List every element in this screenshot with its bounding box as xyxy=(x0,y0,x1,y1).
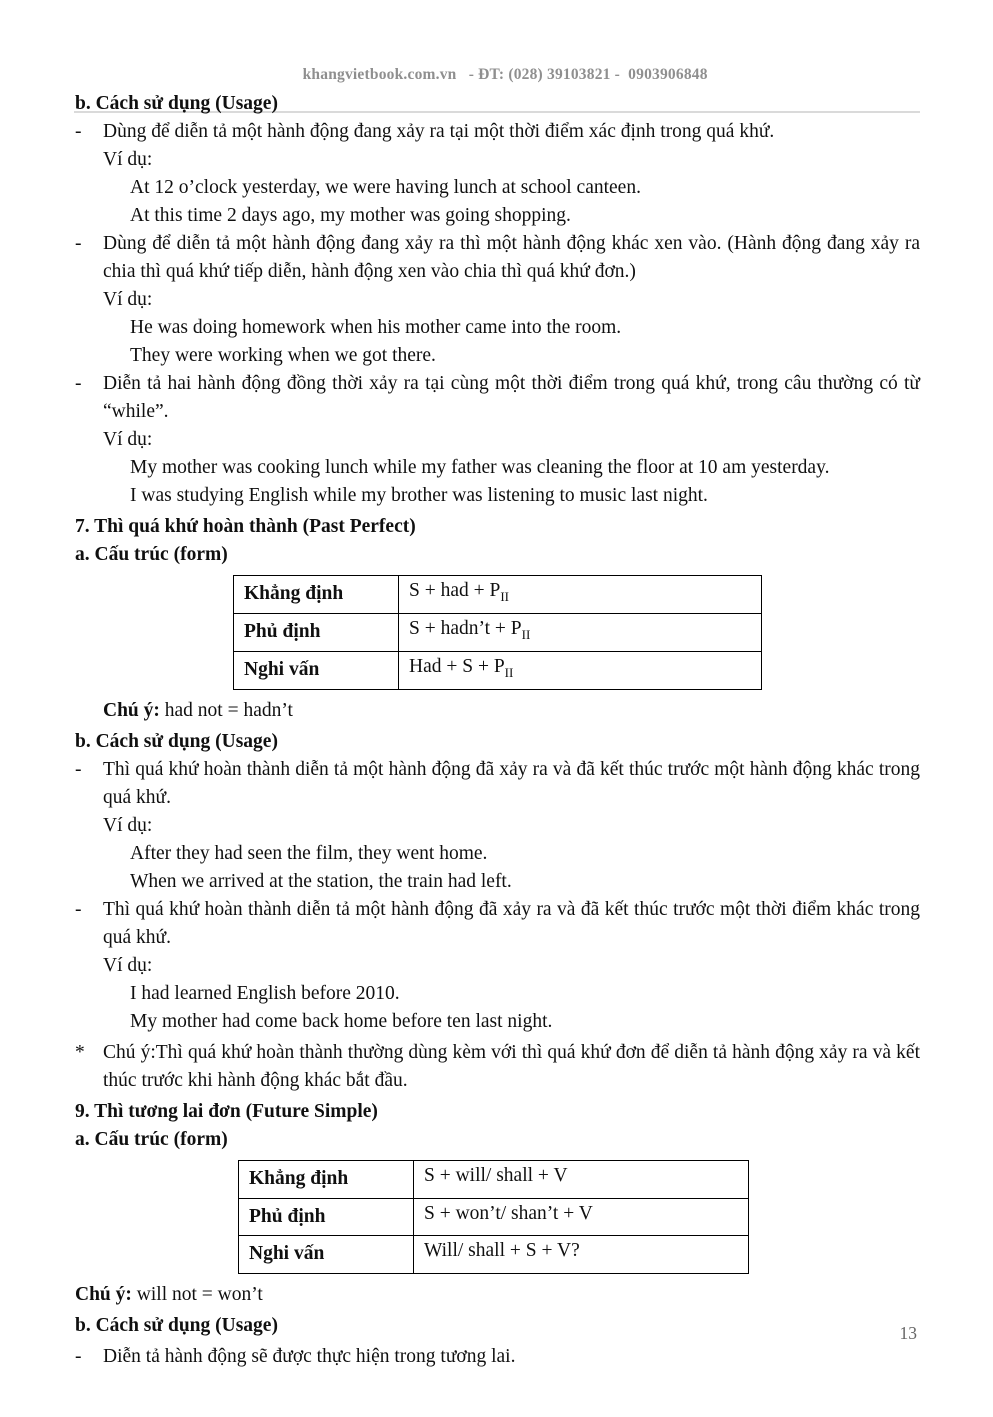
section-heading-past-perfect: 7. Thì quá khứ hoàn thành (Past Perfect) xyxy=(75,516,416,537)
bullet-dash: - xyxy=(75,373,82,394)
formula-text: Had + S + P xyxy=(409,655,505,677)
table-cell-formula xyxy=(414,1198,749,1236)
note-future-simple xyxy=(75,1281,920,1309)
section-heading-usage: b. Cách sử dụng (Usage) xyxy=(75,1315,278,1337)
example-sentence: After they had seen the film, they went home. xyxy=(130,842,488,864)
example-sentence: At 12 o’clock yesterday, we were having lunch at school canteen. xyxy=(130,177,641,198)
star-note xyxy=(75,1039,920,1095)
bullet-text: Diễn tả hành động sẽ được thực hiện trong tương lai. xyxy=(103,1346,516,1368)
table-cell-label: Khẳng định xyxy=(234,576,399,614)
formula-text: Will/ shall + S + V? xyxy=(424,1240,580,1262)
formula-text: S + hadn’t + P xyxy=(409,617,522,639)
section-heading-usage: b. Cách sử dụng (Usage) xyxy=(75,93,278,114)
note-text: will not = won’t xyxy=(131,1284,263,1306)
example-label: Ví dụ: xyxy=(103,814,153,836)
example-sentence: I was studying English while my brother was listening to music last night. xyxy=(130,485,708,506)
table-row xyxy=(239,1236,749,1274)
example-sentence: At this time 2 days ago, my mother was going shopping. xyxy=(130,205,571,226)
example-label: Ví dụ: xyxy=(103,429,153,450)
bullet-text: Diễn tả hai hành động đồng thời xảy ra tại cùng một thời điểm trong quá khứ, trong câu thường có từ “while”. xyxy=(103,373,920,422)
table-cell-label: Nghi vấn xyxy=(239,1236,414,1274)
table-row xyxy=(239,1198,749,1236)
bullet-point xyxy=(75,118,920,146)
bullet-point xyxy=(75,1343,920,1371)
example-sentence: My mother had come back home before ten last night. xyxy=(130,1010,553,1032)
formula-subscript: II xyxy=(504,664,514,680)
bullet-text: Thì quá khứ hoàn thành diễn tả một hành động đã xảy ra và đã kết thúc trước một hành động khác trong quá khứ. xyxy=(103,758,920,808)
example-label: Ví dụ: xyxy=(103,149,153,170)
table-row xyxy=(239,1160,749,1198)
page-number: 13 xyxy=(899,1323,917,1343)
example-sentence: My mother was cooking lunch while my father was cleaning the floor at 10 am yesterday. xyxy=(130,457,830,478)
note-past-perfect xyxy=(103,697,920,725)
table-cell-formula xyxy=(399,613,762,651)
bullet-dash: - xyxy=(75,898,82,920)
example-label: Ví dụ: xyxy=(103,289,153,310)
example-label: Ví dụ: xyxy=(103,954,153,976)
table-cell-formula xyxy=(399,651,762,689)
formula-text: S + had + P xyxy=(409,580,501,601)
subsection-heading-form: a. Cấu trúc (form) xyxy=(75,1128,228,1150)
note-text: had not = hadn’t xyxy=(159,699,293,721)
table-row xyxy=(234,651,762,689)
section-heading-future-simple: 9. Thì tương lai đơn (Future Simple) xyxy=(75,1100,378,1122)
table-cell-formula xyxy=(414,1236,749,1274)
header-text: khangvietbook.com.vn - ĐT: (028) 39103821 - 0903906848 xyxy=(302,66,708,83)
formula-text: S + won’t/ shan’t + V xyxy=(424,1202,593,1224)
page-content xyxy=(75,90,920,1371)
table-cell-label: Khẳng định xyxy=(239,1160,414,1198)
note-label: Chú ý: xyxy=(103,699,160,721)
section-heading-usage: b. Cách sử dụng (Usage) xyxy=(75,730,278,752)
table-cell-formula xyxy=(399,576,762,614)
table-cell-label: Nghi vấn xyxy=(234,651,399,689)
subsection-heading-form: a. Cấu trúc (form) xyxy=(75,544,228,565)
bullet-dash: - xyxy=(75,1346,82,1368)
past-perfect-form-table xyxy=(233,575,762,690)
bullet-dash: - xyxy=(75,758,82,780)
bullet-dash: - xyxy=(75,233,82,254)
bullet-text: Dùng để diễn tả một hành động đang xảy ra tại một thời điểm xác định trong quá khứ. xyxy=(103,121,775,142)
bullet-point xyxy=(75,756,920,812)
table-cell-label: Phủ định xyxy=(234,613,399,651)
star-mark: * xyxy=(75,1041,85,1063)
bullet-point xyxy=(75,896,920,952)
table-cell-formula xyxy=(414,1160,749,1198)
formula-text: S + will/ shall + V xyxy=(424,1164,568,1186)
example-sentence: I had learned English before 2010. xyxy=(130,982,400,1004)
star-note-text: Chú ý:Thì quá khứ hoàn thành thường dùng kèm với thì quá khứ đơn để diễn tả hành động xảy ra và kết thúc trước khi hành động khác bắt đầu. xyxy=(103,1041,920,1091)
bullet-dash: - xyxy=(75,121,82,142)
future-simple-form-table xyxy=(238,1160,749,1275)
example-sentence: He was doing homework when his mother came into the room. xyxy=(130,317,622,338)
example-sentence: They were working when we got there. xyxy=(130,345,436,366)
note-label: Chú ý: xyxy=(75,1284,132,1306)
bullet-text: Dùng để diễn tả một hành động đang xảy ra thì một hành động khác xen vào. (Hành động đang xảy ra chia thì quá khứ tiếp diễn, hành động xen vào chia thì quá khứ đơn.) xyxy=(103,233,920,282)
example-sentence: When we arrived at the station, the train had left. xyxy=(130,870,512,892)
table-row xyxy=(234,576,762,614)
table-cell-label: Phủ định xyxy=(239,1198,414,1236)
table-row xyxy=(234,613,762,651)
bullet-point xyxy=(75,230,920,286)
bullet-text: Thì quá khứ hoàn thành diễn tả một hành động đã xảy ra và đã kết thúc trước một thời điểm khác trong quá khứ. xyxy=(103,898,920,948)
formula-subscript: II xyxy=(521,626,531,642)
bullet-point xyxy=(75,370,920,426)
formula-subscript: II xyxy=(500,588,510,604)
